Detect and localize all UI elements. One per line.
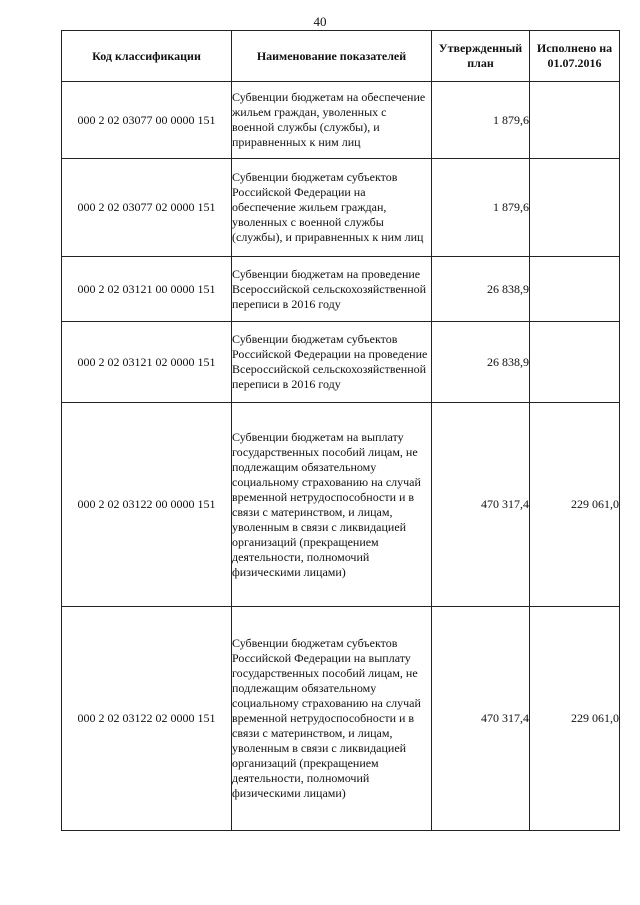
- row-plan: 1 879,6: [432, 82, 530, 159]
- row-done: [530, 159, 620, 257]
- table-row: [62, 82, 620, 159]
- row-done: [530, 322, 620, 403]
- row-done: [530, 82, 620, 159]
- row-plan: 26 838,9: [432, 322, 530, 403]
- row-plan: 470 317,4: [432, 607, 530, 831]
- table-row: [62, 322, 620, 403]
- header-name: Наименование показателей: [232, 31, 432, 82]
- budget-table: [61, 30, 620, 831]
- row-code: 000 2 02 03077 00 0000 151: [62, 82, 232, 159]
- row-name: Субвенции бюджетам на проведение Всероссийской сельскохозяйственной переписи в 2016 году: [232, 257, 432, 322]
- row-name: Субвенции бюджетам на обеспечение жильем граждан, уволенных с военной службы (службы), и приравненных к ним лиц: [232, 82, 432, 159]
- row-name: Субвенции бюджетам субъектов Российской Федерации на проведение Всероссийской сельскохозяйственной переписи в 2016 году: [232, 322, 432, 403]
- header-plan: Утвержденный план: [432, 31, 530, 82]
- row-done: [530, 257, 620, 322]
- row-code: 000 2 02 03121 02 0000 151: [62, 322, 232, 403]
- page-number: 40: [313, 14, 327, 29]
- table-row: [62, 403, 620, 607]
- row-plan: 470 317,4: [432, 403, 530, 607]
- row-code: 000 2 02 03122 02 0000 151: [62, 607, 232, 831]
- table-row: [62, 607, 620, 831]
- row-code: 000 2 02 03122 00 0000 151: [62, 403, 232, 607]
- row-name: Субвенции бюджетам субъектов Российской Федерации на выплату государственных пособий лицам, не подлежащим обязательному социальному страхованию на случай временной нетрудоспособности и в связи с материнством, и лицам, уволенным в связи с ликвидацией организаций (прекращением деятельности, полномочий физическими лицами): [232, 607, 432, 831]
- row-code: 000 2 02 03077 02 0000 151: [62, 159, 232, 257]
- table-row: [62, 159, 620, 257]
- row-name: Субвенции бюджетам на выплату государственных пособий лицам, не подлежащим обязательному социальному страхованию на случай временной нетрудоспособности и в связи с материнством, и лицам, уволенным в связи с ликвидацией организаций (прекращением деятельности, полномочий физическими лицами): [232, 403, 432, 607]
- table-header-row: [62, 31, 620, 82]
- row-code: 000 2 02 03121 00 0000 151: [62, 257, 232, 322]
- row-done: 229 061,0: [530, 607, 620, 831]
- row-plan: 26 838,9: [432, 257, 530, 322]
- row-plan: 1 879,6: [432, 159, 530, 257]
- header-code: Код классификации: [62, 31, 232, 82]
- table-row: [62, 257, 620, 322]
- row-name: Субвенции бюджетам субъектов Российской Федерации на обеспечение жильем граждан, уволенных с военной службы (службы), и приравненных к ним лиц: [232, 159, 432, 257]
- header-done: Исполнено на 01.07.2016: [530, 31, 620, 82]
- row-done: 229 061,0: [530, 403, 620, 607]
